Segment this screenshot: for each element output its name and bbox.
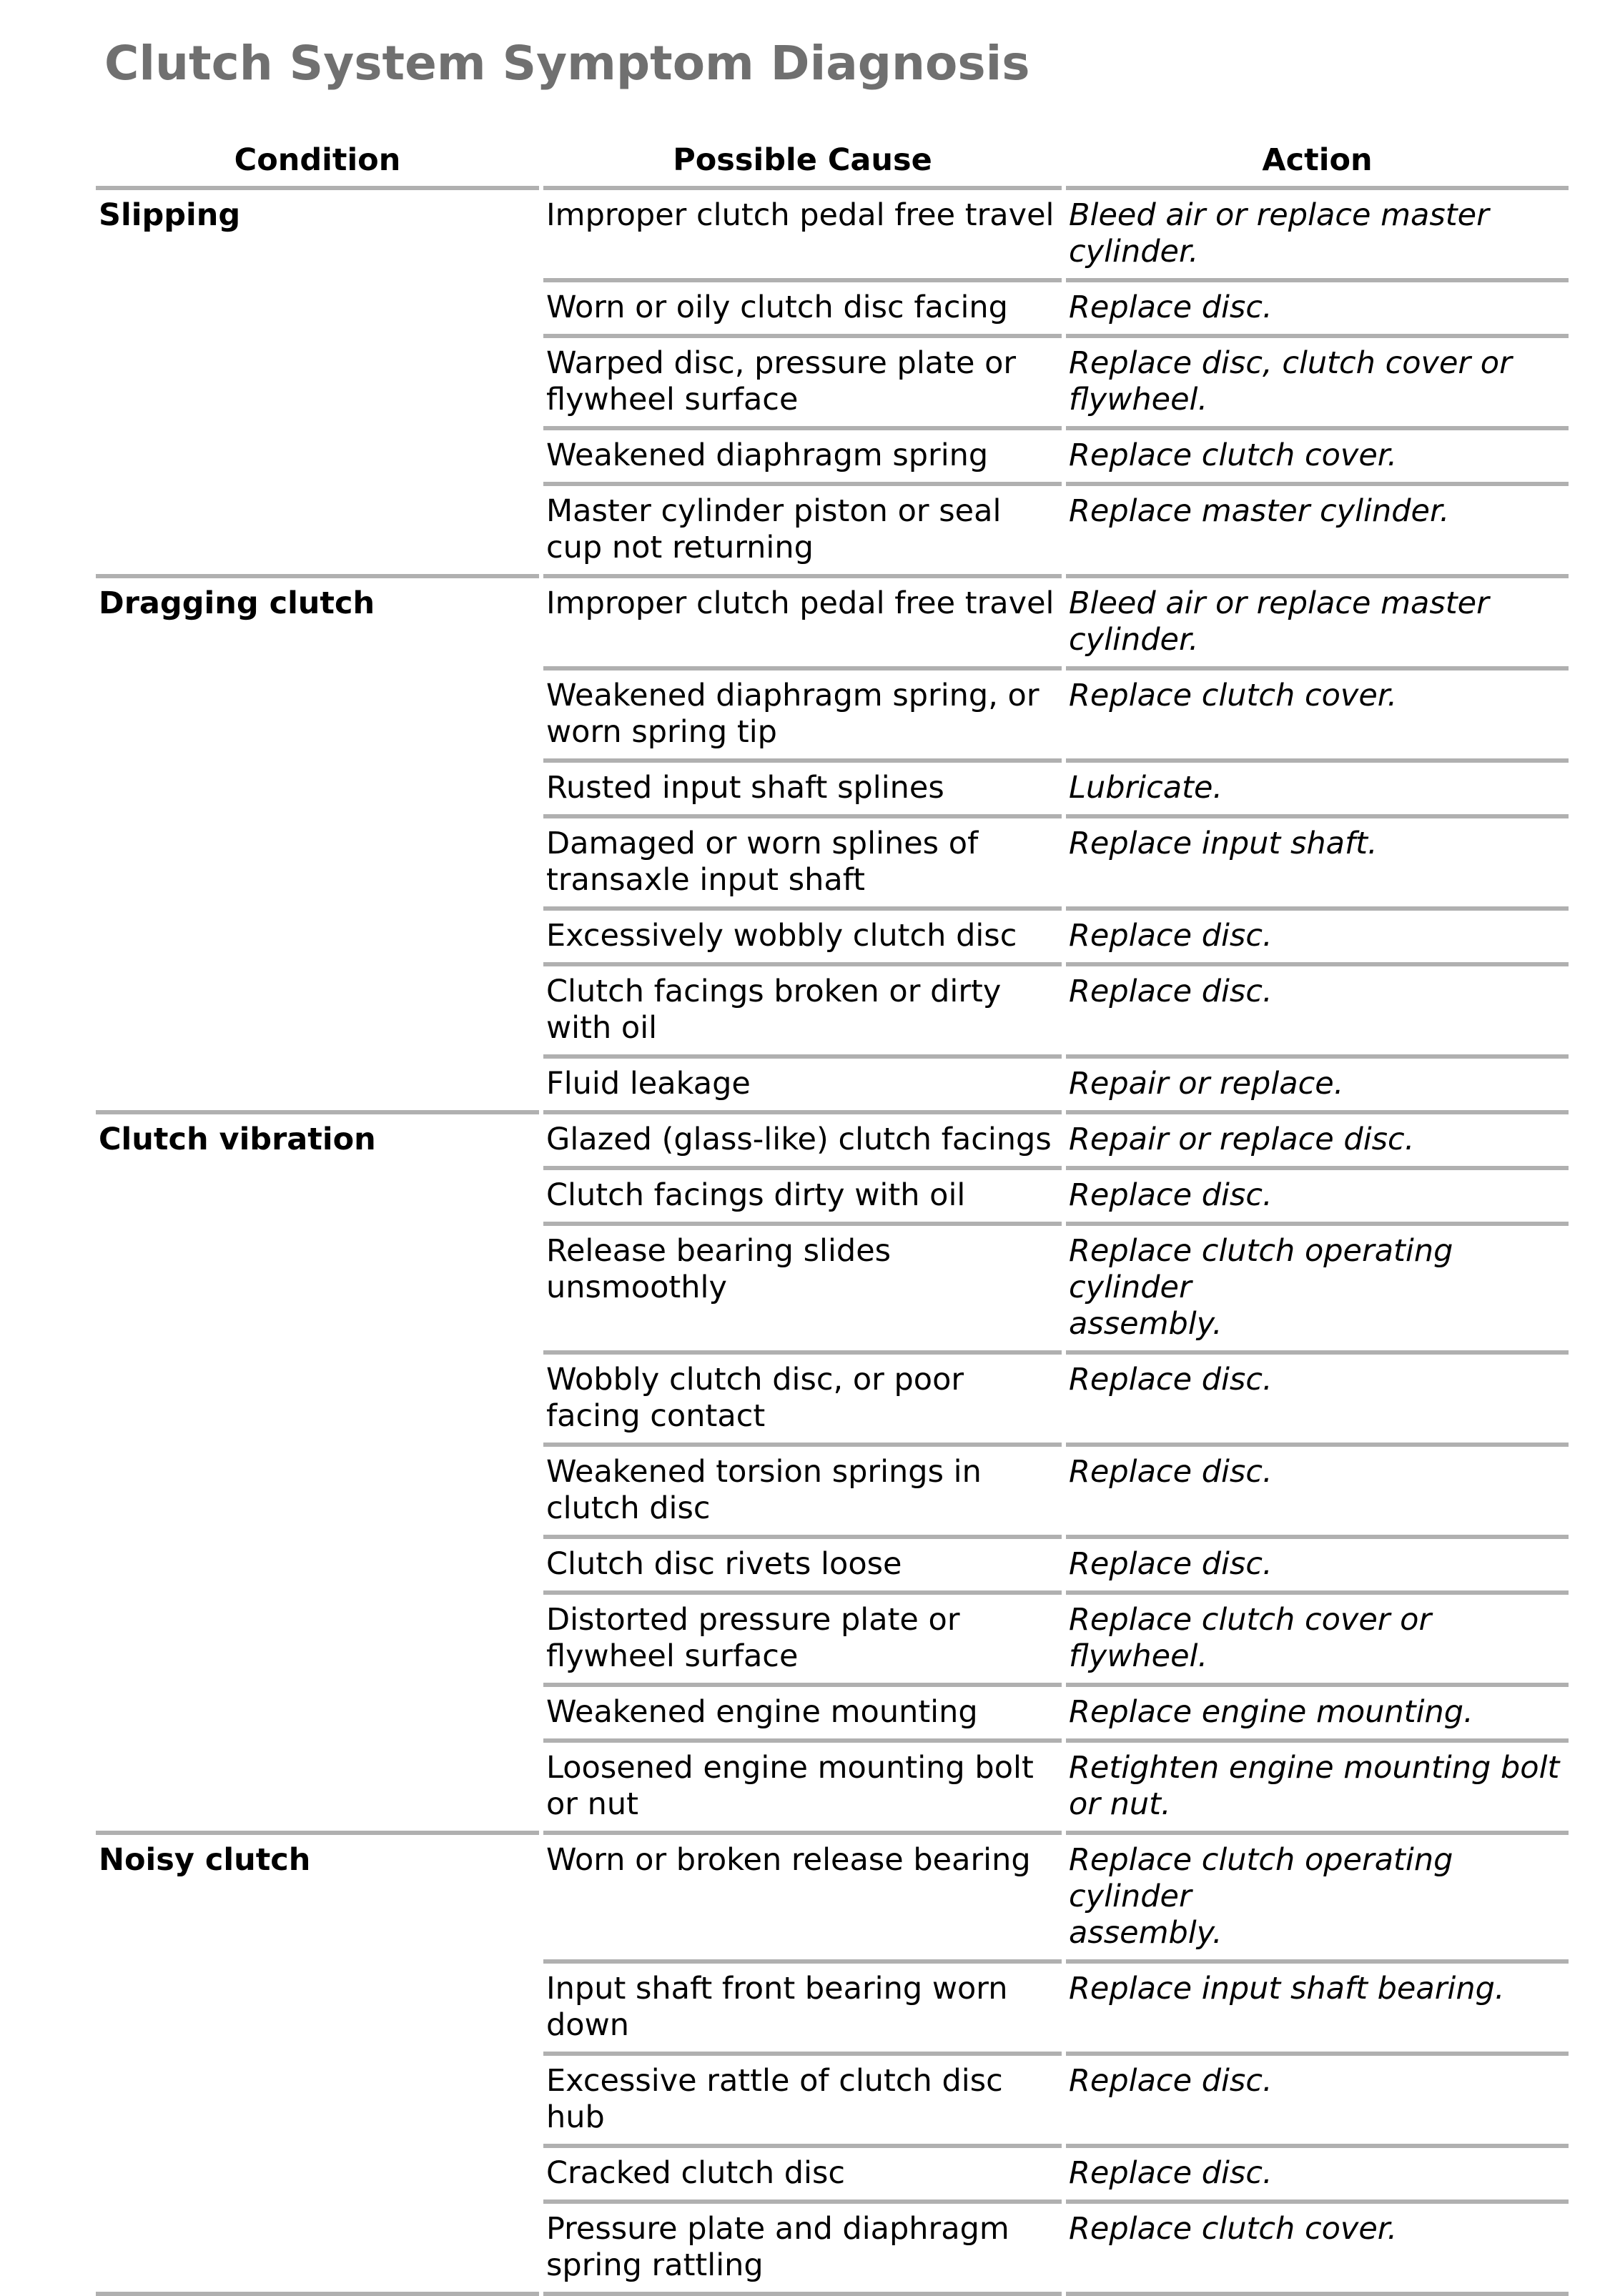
action-cell bbox=[1066, 1226, 1569, 1355]
action-cell bbox=[1066, 338, 1569, 430]
cause-cell: Loosened engine mounting bolt or nut bbox=[543, 1743, 1062, 1835]
diagnosis-table bbox=[92, 129, 1573, 2296]
cause-cell: Weakened diaphragm spring bbox=[543, 430, 1062, 486]
table-row bbox=[96, 190, 1569, 282]
cause-cell: Weakened diaphragm spring, or worn spring tip bbox=[543, 671, 1062, 763]
cause-cell: Clutch facings broken or dirty with oil bbox=[543, 966, 1062, 1059]
action-text: Replace engine mounting. bbox=[1069, 1694, 1473, 1730]
condition-column-header: Condition bbox=[96, 129, 539, 190]
cause-cell: Master cylinder piston or seal cup not returning bbox=[543, 486, 1062, 578]
cause-cell: Excessively wobbly clutch disc bbox=[543, 911, 1062, 966]
action-cell bbox=[1066, 1964, 1569, 2056]
table-body bbox=[96, 190, 1569, 2296]
action-text: Replace clutch cover. bbox=[1069, 678, 1398, 713]
condition-cell: Noisy clutch bbox=[96, 1835, 539, 2296]
action-text: Lubricate. bbox=[1069, 770, 1223, 806]
action-text: Replace input shaft. bbox=[1069, 826, 1378, 861]
action-cell bbox=[1066, 1539, 1569, 1595]
action-cell bbox=[1066, 486, 1569, 578]
condition-cell: Dragging clutch bbox=[96, 578, 539, 1114]
cause-cell: Excessive rattle of clutch disc hub bbox=[543, 2056, 1062, 2148]
action-text: Replace clutch cover or flywheel. bbox=[1069, 1602, 1432, 1674]
action-text: Replace clutch operating cylinder assembly. bbox=[1069, 1842, 1453, 1951]
cause-cell: Worn or oily clutch disc facing bbox=[543, 282, 1062, 338]
action-text: Replace disc. bbox=[1069, 2063, 1273, 2099]
action-text: Replace disc. bbox=[1069, 290, 1273, 325]
page-title: Clutch System Symptom Diagnosis bbox=[104, 36, 1030, 91]
cause-cell: Weakened engine mounting bbox=[543, 1687, 1062, 1743]
action-cell bbox=[1066, 1743, 1569, 1835]
action-text: Retighten engine mounting bolt or nut. bbox=[1069, 1750, 1560, 1822]
cause-cell: Weakened torsion springs in clutch disc bbox=[543, 1447, 1062, 1539]
action-text: Replace master cylinder. bbox=[1069, 493, 1450, 529]
table-row bbox=[96, 1835, 1569, 1964]
cause-cell: Rusted input shaft splines bbox=[543, 763, 1062, 818]
cause-cell: Input shaft front bearing worn down bbox=[543, 1964, 1062, 2056]
action-cell bbox=[1066, 1595, 1569, 1687]
action-cell bbox=[1066, 2148, 1569, 2204]
action-cell bbox=[1066, 1114, 1569, 1170]
action-text: Replace disc, clutch cover or flywheel. bbox=[1069, 345, 1512, 417]
cause-cell: Wobbly clutch disc, or poor facing contact bbox=[543, 1355, 1062, 1447]
action-cell bbox=[1066, 966, 1569, 1059]
action-cell bbox=[1066, 1355, 1569, 1447]
cause-cell: Clutch facings dirty with oil bbox=[543, 1170, 1062, 1226]
action-cell bbox=[1066, 1170, 1569, 1226]
cause-cell: Clutch disc rivets loose bbox=[543, 1539, 1062, 1595]
cause-cell: Improper clutch pedal free travel bbox=[543, 190, 1062, 282]
action-cell bbox=[1066, 2204, 1569, 2296]
action-cell bbox=[1066, 911, 1569, 966]
action-cell bbox=[1066, 2056, 1569, 2148]
action-text: Replace disc. bbox=[1069, 1454, 1273, 1490]
action-text: Replace disc. bbox=[1069, 918, 1273, 954]
cause-column-header: Possible Cause bbox=[543, 129, 1062, 190]
action-text: Repair or replace disc. bbox=[1069, 1122, 1415, 1157]
condition-cell: Clutch vibration bbox=[96, 1114, 539, 1835]
table-row bbox=[96, 578, 1569, 671]
action-cell bbox=[1066, 1687, 1569, 1743]
action-text: Replace disc. bbox=[1069, 1177, 1273, 1213]
cause-cell: Pressure plate and diaphragm spring rattling bbox=[543, 2204, 1062, 2296]
condition-cell: Slipping bbox=[96, 190, 539, 578]
cause-cell: Fluid leakage bbox=[543, 1059, 1062, 1114]
action-text: Replace clutch cover. bbox=[1069, 2211, 1398, 2247]
action-text: Replace input shaft bearing. bbox=[1069, 1971, 1505, 2006]
action-text: Replace disc. bbox=[1069, 1546, 1273, 1582]
cause-cell: Cracked clutch disc bbox=[543, 2148, 1062, 2204]
cause-cell: Release bearing slides unsmoothly bbox=[543, 1226, 1062, 1355]
cause-cell: Warped disc, pressure plate or flywheel surface bbox=[543, 338, 1062, 430]
cause-cell: Worn or broken release bearing bbox=[543, 1835, 1062, 1964]
action-text: Replace disc. bbox=[1069, 974, 1273, 1009]
action-text: Replace disc. bbox=[1069, 2155, 1273, 2191]
action-cell bbox=[1066, 1447, 1569, 1539]
table-header bbox=[96, 129, 1569, 190]
cause-cell: Improper clutch pedal free travel bbox=[543, 578, 1062, 671]
action-cell bbox=[1066, 578, 1569, 671]
action-cell bbox=[1066, 1059, 1569, 1114]
action-text: Bleed air or replace master cylinder. bbox=[1069, 197, 1489, 269]
table-row bbox=[96, 1114, 1569, 1170]
action-cell bbox=[1066, 430, 1569, 486]
action-text: Replace clutch cover. bbox=[1069, 437, 1398, 473]
header-row bbox=[96, 129, 1569, 190]
action-cell bbox=[1066, 818, 1569, 911]
action-cell bbox=[1066, 1835, 1569, 1964]
action-text: Replace disc. bbox=[1069, 1362, 1273, 1397]
action-cell bbox=[1066, 190, 1569, 282]
action-text: Bleed air or replace master cylinder. bbox=[1069, 585, 1489, 658]
action-cell bbox=[1066, 763, 1569, 818]
action-column-header: Action bbox=[1066, 129, 1569, 190]
cause-cell: Distorted pressure plate or flywheel surface bbox=[543, 1595, 1062, 1687]
cause-cell: Glazed (glass-like) clutch facings bbox=[543, 1114, 1062, 1170]
cause-cell: Damaged or worn splines of transaxle input shaft bbox=[543, 818, 1062, 911]
action-text: Repair or replace. bbox=[1069, 1066, 1344, 1102]
action-cell bbox=[1066, 282, 1569, 338]
action-text: Replace clutch operating cylinder assembly. bbox=[1069, 1233, 1453, 1342]
action-cell bbox=[1066, 671, 1569, 763]
